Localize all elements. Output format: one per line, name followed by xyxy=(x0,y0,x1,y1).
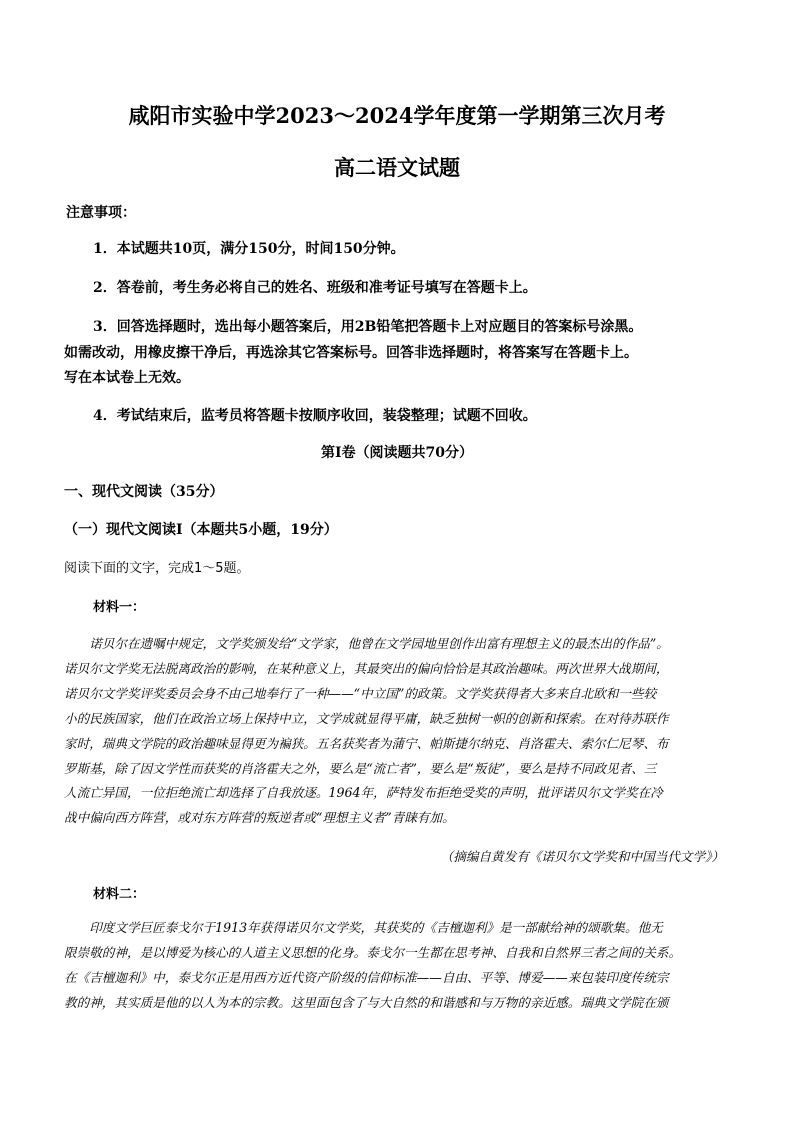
part-heading: 一、现代文阅读（35分） xyxy=(64,484,224,500)
notice-item-3-line-1: 3．回答选择题时，选出每小题答案后，用2B铅笔把答题卡上对应题目的答案标号涂黑。 xyxy=(93,319,643,335)
material-1-citation: （摘编自黄发有《诺贝尔文学奖和中国当代文学》） xyxy=(440,849,724,864)
notice-item-1: 1．本试题共10页，满分150分，时间150分钟。 xyxy=(93,241,405,257)
material-2-label: 材料二： xyxy=(93,887,146,902)
subpart-heading: （一）现代文阅读Ⅰ（本题共5小题，19分） xyxy=(64,522,338,538)
material-1-line: 战中偏向西方阵营，或对东方阵营的叛逆者或“理想主义者”青睐有加。 xyxy=(64,810,455,826)
notice-heading: 注意事项： xyxy=(66,205,136,221)
notice-item-3-line-3: 写在本试卷上无效。 xyxy=(64,370,190,386)
reading-instruction: 阅读下面的文字，完成1～5题。 xyxy=(64,561,250,576)
material-1-line: 人流亡异国，一位拒绝流亡却选择了自我放逐。1964年，萨特发布拒绝受奖的声明，批评诺贝尔文学奖在冷 xyxy=(64,785,663,801)
material-2-body xyxy=(64,916,732,1016)
material-2-line: 教的神，其实质是他的以人为本的宗教。这里面包含了与大自然的和谐感和与万物的亲近感。瑞典文学院在颁 xyxy=(64,994,669,1010)
material-2-line: 限崇敬的神，是以博爱为核心的人道主义思想的化身。泰戈尔一生都在思考神、自我和自然界三者之间的关系。 xyxy=(64,944,682,960)
notice-item-4: 4．考试结束后，监考员将答题卡按顺序收回，装袋整理；试题不回收。 xyxy=(93,408,537,424)
exam-title: 咸阳市实验中学2023～2024学年度第一学期第三次月考 xyxy=(128,103,666,128)
notice-item-3-line-2: 如需改动，用橡皮擦干净后，再选涂其它答案标号。回答非选择题时，将答案写在答题卡上。 xyxy=(64,345,638,361)
material-1-line: 诺贝尔在遗嘱中规定，文学奖颁发给“文学家，他曾在文学园地里创作出富有理想主义的最杰出的作品”。 xyxy=(64,636,669,651)
material-1-line: 诺贝尔文学奖无法脱离政治的影响，在某种意义上，其最突出的偏向恰恰是其政治趣味。两次世界大战期间， xyxy=(64,660,669,676)
material-2-line: 在《吉檀迦利》中，泰戈尔正是用西方近代资产阶级的信仰标准——自由、平等、博爱——来包装印度传统宗 xyxy=(64,969,669,985)
volume-heading: 第Ⅰ卷（阅读题共70分） xyxy=(320,445,474,461)
material-1-label: 材料一： xyxy=(93,600,146,615)
material-1-body xyxy=(64,632,732,831)
material-1-line: 罗斯基，除了因文学性而获奖的肖洛霍夫之外，要么是“流亡者”，要么是“叛徒”，要么是持不同政见者、三 xyxy=(64,760,657,776)
material-1-line: 家时，瑞典文学院的政治趣味显得更为褊狭。五名获奖者为蒲宁、帕斯捷尔纳克、肖洛霍夫、索尔仁尼琴、布 xyxy=(64,735,669,751)
material-1-line: 小的民族国家，他们在政治立场上保持中立，文学成就显得平庸，缺乏独树一帜的创新和探索。在对待苏联作 xyxy=(64,710,669,726)
material-2-line: 印度文学巨匠泰戈尔于1913年获得诺贝尔文学奖，其获奖的《吉檀迦利》是一部献给神的颂歌集。他无 xyxy=(64,920,663,935)
exam-subtitle: 高二语文试题 xyxy=(334,155,460,180)
notice-item-2: 2．答卷前，考生务必将自己的姓名、班级和准考证号填写在答题卡上。 xyxy=(93,280,537,296)
material-1-line: 诺贝尔文学奖评奖委员会身不由己地奉行了一种——“中立国”的政策。文学奖获得者大多来自北欧和一些较 xyxy=(64,685,657,701)
